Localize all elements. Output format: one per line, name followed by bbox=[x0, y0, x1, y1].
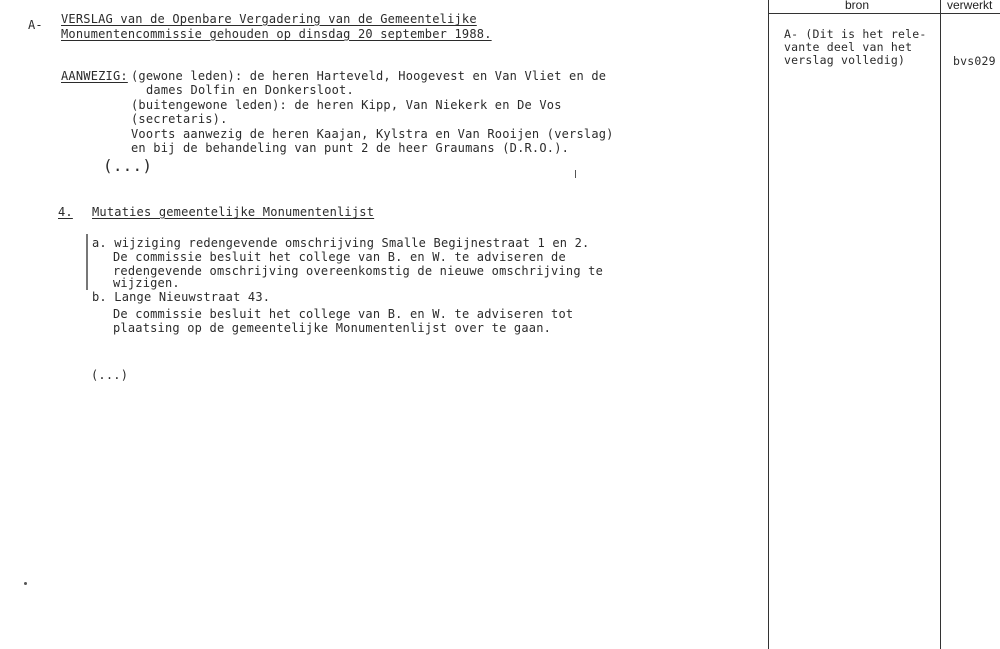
scan-speck bbox=[24, 582, 27, 585]
marker-a: A- bbox=[28, 18, 43, 32]
aanwezig-line: dames Dolfin en Donkersloot. bbox=[146, 83, 354, 97]
section-number: 4. bbox=[58, 205, 73, 219]
bron-note-line: verslag volledig) bbox=[784, 53, 906, 67]
scan-speck bbox=[575, 170, 576, 178]
item-b-line: plaatsing op de gemeentelijke Monumentenlijst over te gaan. bbox=[113, 321, 552, 335]
item-a-line: wijzigen. bbox=[113, 276, 180, 290]
aanwezig-line: en bij de behandeling van punt 2 de heer Graumans (D.R.O.). bbox=[131, 141, 570, 155]
header-bron: bron bbox=[845, 0, 870, 12]
aanwezig-line: Voorts aanwezig de heren Kaajan, Kylstra en Van Rooijen (verslag) bbox=[131, 127, 614, 141]
item-b-line: b. Lange Nieuwstraat 43. bbox=[92, 290, 271, 304]
header-verwerkt: verwerkt bbox=[947, 0, 993, 12]
aanwezig-line: (secretaris). bbox=[131, 112, 228, 126]
form-header-line bbox=[768, 13, 1000, 14]
aanwezig-line: (gewone leden): de heren Harteveld, Hoogevest en Van Vliet en de bbox=[131, 69, 607, 83]
item-b-line: De commissie besluit het college van B. en W. te adviseren tot bbox=[113, 307, 574, 321]
form-line-left bbox=[768, 0, 769, 649]
section-title: Mutaties gemeentelijke Monumentenlijst bbox=[92, 205, 375, 219]
report-title-line1: VERSLAG van de Openbare Vergadering van de Gemeentelijke bbox=[61, 12, 477, 26]
bron-note-line: A- (Dit is het rele- bbox=[784, 27, 927, 41]
form-line-middle bbox=[940, 0, 941, 649]
bron-note-line: vante deel van het bbox=[784, 40, 913, 54]
aanwezig-label: AANWEZIG: bbox=[61, 69, 128, 83]
report-title-line2: Monumentencommissie gehouden op dinsdag 20 september 1988. bbox=[61, 27, 492, 41]
ellipsis-1: (...) bbox=[103, 156, 153, 175]
item-a-line: De commissie besluit het college van B. en W. te adviseren de bbox=[113, 250, 566, 264]
verwerkt-code: bvs029 bbox=[953, 54, 996, 68]
ellipsis-2: (...) bbox=[91, 368, 129, 382]
margin-bar bbox=[86, 234, 88, 290]
item-a-line: a. wijziging redengevende omschrijving Smalle Begijnestraat 1 en 2. bbox=[92, 236, 590, 250]
aanwezig-line: (buitengewone leden): de heren Kipp, Van Niekerk en De Vos bbox=[131, 98, 562, 112]
item-a-line: redengevende omschrijving overeenkomstig de nieuwe omschrijving te bbox=[113, 264, 604, 278]
